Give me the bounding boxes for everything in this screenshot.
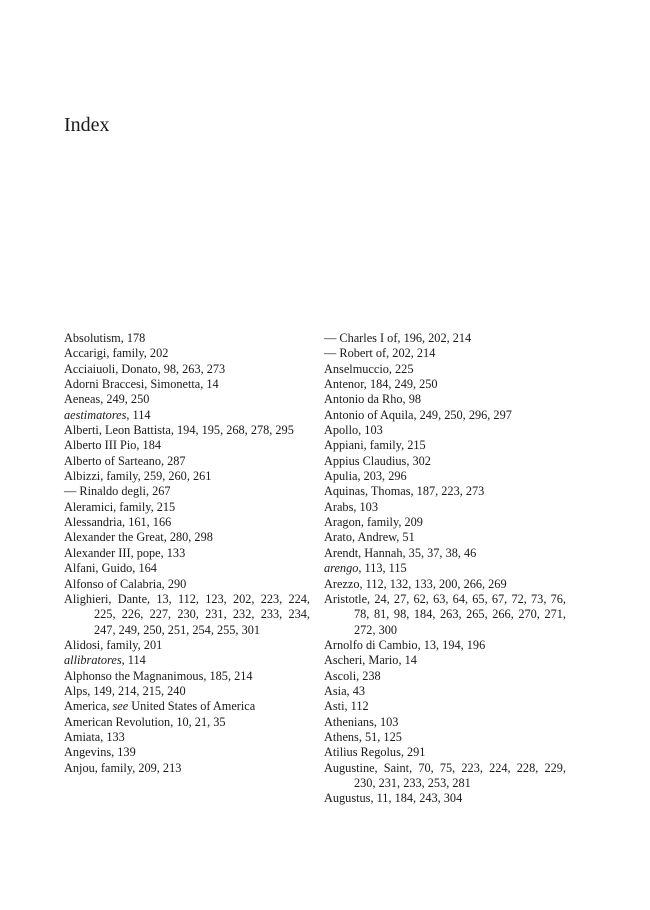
index-entry <box>64 377 310 392</box>
index-entry <box>64 730 310 745</box>
index-entry <box>64 331 310 346</box>
index-entry <box>64 715 310 730</box>
index-entry-text: Accarigi, family, 202 <box>64 346 169 361</box>
index-entry <box>324 699 566 714</box>
index-entry-text: American Revolution, 10, 21, 35 <box>64 714 226 729</box>
index-entry-text: Alessandria, 161, 166 <box>64 515 172 530</box>
index-entry <box>324 469 566 484</box>
index-entry <box>64 530 310 545</box>
index-entry <box>64 577 310 592</box>
index-entry-text: , 113, 115 <box>358 561 407 576</box>
index-entry-text: Alphonso the Magnanimous, 185, 214 <box>64 668 253 683</box>
index-entry-text: Appius Claudius, 302 <box>324 453 431 468</box>
index-entry <box>324 638 566 653</box>
index-entry <box>64 669 310 684</box>
index-column-right <box>324 331 566 807</box>
index-entry-text: Apulia, 203, 296 <box>324 469 407 484</box>
index-entry <box>64 454 310 469</box>
index-entry-text: , 114 <box>121 653 146 668</box>
index-entry <box>64 561 310 576</box>
index-entry-text: Antonio da Rho, 98 <box>324 392 422 407</box>
index-entry <box>324 423 566 438</box>
index-entry <box>324 761 566 792</box>
index-entry <box>324 530 566 545</box>
index-entry <box>324 454 566 469</box>
index-entry-text: Aleramici, family, 215 <box>64 499 176 514</box>
index-entry-text: Athenians, 103 <box>324 714 399 729</box>
index-entry-text: Appiani, family, 215 <box>324 438 426 453</box>
index-entry-text: United States of America <box>128 699 256 714</box>
index-entry-text: Anselmuccio, 225 <box>324 361 414 376</box>
index-entry <box>64 546 310 561</box>
index-entry-text: Albizzi, family, 259, 260, 261 <box>64 469 212 484</box>
index-entry-text: Adorni Braccesi, Simonetta, 14 <box>64 377 219 392</box>
index-entry-text: Asti, 112 <box>324 699 369 714</box>
index-entry <box>324 438 566 453</box>
index-entry-text: Amiata, 133 <box>64 729 125 744</box>
index-entry-text: — Charles I of, 196, 202, 214 <box>324 331 472 345</box>
index-entry-text: Aragon, family, 209 <box>324 515 423 530</box>
index-entry-text: Alfani, Guido, 164 <box>64 561 157 576</box>
index-entry <box>64 346 310 361</box>
index-entry-text: Arato, Andrew, 51 <box>324 530 415 545</box>
index-entry-text: Alidosi, family, 201 <box>64 637 163 652</box>
index-entry-italic-text: see <box>112 699 129 714</box>
index-entry-text: Alberti, Leon Battista, 194, 195, 268, 278, 295 <box>64 423 294 438</box>
index-entry <box>64 653 310 668</box>
index-entry-text: Athens, 51, 125 <box>324 729 402 744</box>
index-entry-italic-text: allibratores <box>64 653 122 668</box>
index-entry <box>64 408 310 423</box>
index-entry-text: Alberto III Pio, 184 <box>64 438 161 453</box>
index-entry-text: Acciaiuoli, Donato, 98, 263, 273 <box>64 361 226 376</box>
index-entry-text: Alighieri, Dante, 13, 112, 123, 202, 223, 224, 225, 226, 227, 230, 231, 232, 233, 234, 247, 249, 250, 251, 254, 255, 301 <box>64 591 310 637</box>
index-entry <box>324 715 566 730</box>
index-entry-text: Alps, 149, 214, 215, 240 <box>64 683 186 698</box>
index-entry-text: Atilius Regolus, 291 <box>324 745 426 760</box>
index-entry-text: Augustus, 11, 184, 243, 304 <box>324 791 463 806</box>
index-entry <box>324 331 566 346</box>
index-entry-text: Arabs, 103 <box>324 499 378 514</box>
index-entry-text: Alfonso of Calabria, 290 <box>64 576 187 591</box>
index-entry <box>324 684 566 699</box>
index-entry-text: Arnolfo di Cambio, 13, 194, 196 <box>324 637 486 652</box>
index-entry-text: Augustine, Saint, 70, 75, 223, 224, 228, 229, 230, 231, 233, 253, 281 <box>324 760 566 790</box>
index-entry-text: Antonio of Aquila, 249, 250, 296, 297 <box>324 407 512 422</box>
index-entry <box>324 346 566 361</box>
index-entry <box>64 438 310 453</box>
index-entry <box>324 408 566 423</box>
index-entry <box>324 592 566 638</box>
index-entry <box>324 377 566 392</box>
index-entry <box>324 500 566 515</box>
index-entry-text: Alexander the Great, 280, 298 <box>64 530 213 545</box>
index-entry <box>324 484 566 499</box>
index-entry-text: — Robert of, 202, 214 <box>324 346 436 361</box>
index-entry-text: Absolutism, 178 <box>64 331 146 345</box>
index-column-left <box>64 331 310 776</box>
page-title: Index <box>64 114 110 136</box>
index-entry <box>324 561 566 576</box>
index-entry <box>64 745 310 760</box>
index-entry <box>64 484 310 499</box>
index-entry <box>64 515 310 530</box>
index-entry-text: America, <box>64 699 113 714</box>
index-entry <box>324 669 566 684</box>
index-entry <box>64 761 310 776</box>
index-entry-text: Angevins, 139 <box>64 745 136 760</box>
index-entry <box>64 500 310 515</box>
index-entry <box>324 392 566 407</box>
index-entry-text: Anjou, family, 209, 213 <box>64 760 182 775</box>
index-entry <box>324 745 566 760</box>
index-entry-text: Aquinas, Thomas, 187, 223, 273 <box>324 484 485 499</box>
index-entry-text: , 114 <box>126 407 151 422</box>
index-entry-text: — Rinaldo degli, 267 <box>64 484 171 499</box>
index-entry <box>64 638 310 653</box>
index-entry <box>64 699 310 714</box>
index-entry <box>64 684 310 699</box>
index-entry-text: Ascoli, 238 <box>324 668 381 683</box>
index-entry-text: Arendt, Hannah, 35, 37, 38, 46 <box>324 545 477 560</box>
index-entry <box>324 730 566 745</box>
index-entry <box>64 423 310 438</box>
index-entry-text: Asia, 43 <box>324 683 365 698</box>
index-entry-italic-text: aestimatores <box>64 407 127 422</box>
index-entry-text: Aristotle, 24, 27, 62, 63, 64, 65, 67, 72, 73, 76, 78, 81, 98, 184, 263, 265, 266, 270, 271, 272, 300 <box>324 591 566 637</box>
index-entry-text: Ascheri, Mario, 14 <box>324 653 417 668</box>
index-entry <box>324 515 566 530</box>
index-entry-text: Alberto of Sarteano, 287 <box>64 453 186 468</box>
index-entry-text: Aeneas, 249, 250 <box>64 392 150 407</box>
index-entry <box>64 592 310 638</box>
index-entry-italic-text: arengo <box>324 561 359 576</box>
index-entry <box>64 362 310 377</box>
index-entry <box>324 577 566 592</box>
index-entry <box>324 791 566 806</box>
index-entry-text: Arezzo, 112, 132, 133, 200, 266, 269 <box>324 576 507 591</box>
index-entry-text: Apollo, 103 <box>324 423 383 438</box>
index-entry <box>64 392 310 407</box>
index-entry <box>64 469 310 484</box>
index-entry-text: Antenor, 184, 249, 250 <box>324 377 438 392</box>
index-entry-text: Alexander III, pope, 133 <box>64 545 186 560</box>
index-entry <box>324 546 566 561</box>
index-entry <box>324 653 566 668</box>
index-entry <box>324 362 566 377</box>
